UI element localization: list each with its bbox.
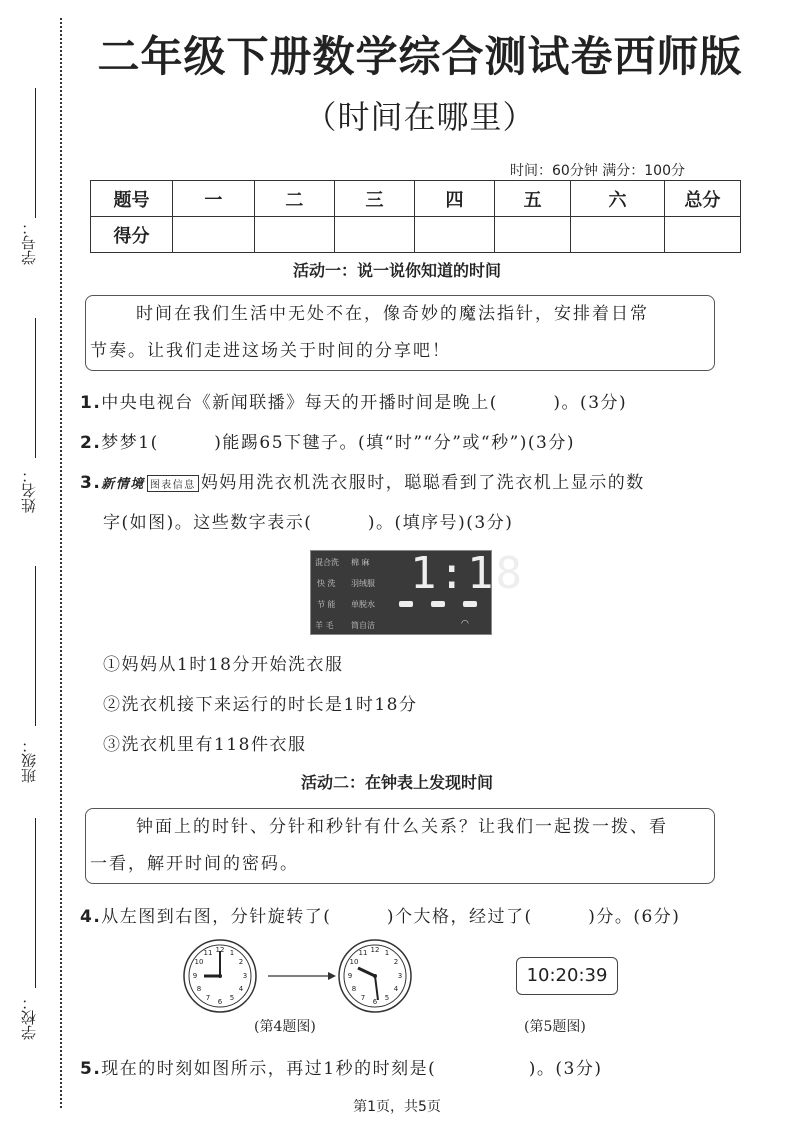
question-number: 5. <box>80 1059 102 1079</box>
score-input-cell[interactable] <box>254 217 334 253</box>
activity1-intro-box <box>85 295 715 371</box>
svg-text:5: 5 <box>229 994 235 1002</box>
score-table-score-row <box>91 217 741 253</box>
binding-dotted-line <box>60 18 62 1108</box>
page-footer: 第1页，共5页 <box>353 1099 441 1115</box>
new-context-tag: 新情境 <box>101 477 145 492</box>
question-text: 梦梦1( )能踢65下毽子。(填“时”“分”或“秒”)(3分) <box>101 433 575 453</box>
svg-text:10: 10 <box>349 958 359 966</box>
question-text: 从左图到右图，分针旋转了( )个大格，经过了( )分。(6分) <box>101 907 681 927</box>
svg-text:3: 3 <box>397 972 403 980</box>
score-input-cell[interactable] <box>334 217 414 253</box>
score-input-cell[interactable] <box>664 217 740 253</box>
q5-digital-time: 10:20:39 <box>516 957 618 995</box>
svg-text:7: 7 <box>205 994 211 1002</box>
school-label: 学校： <box>20 995 38 1040</box>
intro-line: 节奏。让我们走进这场关于时间的分享吧！ <box>90 341 451 361</box>
option-1: ①妈妈从1时18分开始洗衣服 <box>103 655 344 675</box>
class-label: 班级： <box>20 738 38 783</box>
arrow-icon <box>268 972 336 980</box>
svg-text:8: 8 <box>351 985 357 993</box>
name-label: 姓名： <box>20 468 38 513</box>
question-3 <box>80 468 645 493</box>
table-cell: 六 <box>571 181 664 217</box>
display-label: 羽绒服 <box>351 579 375 588</box>
left-clock-icon <box>184 940 256 1012</box>
activity2-intro-box <box>85 808 715 884</box>
score-table <box>90 180 741 253</box>
question-number: 1. <box>80 393 102 413</box>
page-subtitle: （时间在哪里） <box>304 98 536 136</box>
class-rule <box>35 566 36 726</box>
display-label: 快 洗 <box>317 579 336 588</box>
question-5 <box>80 1054 602 1079</box>
question-number: 4. <box>80 907 102 927</box>
display-label: 单脱水 <box>351 600 375 609</box>
activity2-heading: 活动二：在钟表上发现时间 <box>300 773 493 792</box>
washer-digits: 1:18 <box>410 548 524 599</box>
question-2 <box>80 428 575 453</box>
page-title: 二年级下册数学综合测试卷西师版 <box>97 32 743 81</box>
svg-text:2: 2 <box>393 958 399 966</box>
display-label: 混合洗 <box>315 558 339 567</box>
question-text: 妈妈用洗衣机洗衣服时，聪聪看到了洗衣机上显示的数 <box>200 473 645 493</box>
table-cell: 三 <box>334 181 414 217</box>
table-cell: 四 <box>415 181 495 217</box>
score-input-cell[interactable] <box>172 217 254 253</box>
svg-text:3: 3 <box>242 972 248 980</box>
svg-text:12: 12 <box>215 946 225 954</box>
table-cell: 总分 <box>664 181 740 217</box>
score-table-header-row <box>91 181 741 217</box>
chart-info-tag: 图表信息 <box>147 475 199 492</box>
svg-text:6: 6 <box>372 998 378 1006</box>
intro-line: 一看，解开时间的密码。 <box>90 854 299 874</box>
display-label: 棉 麻 <box>351 558 370 567</box>
svg-text:9: 9 <box>192 972 198 980</box>
time-info: 时间：60分钟 满分：100分 <box>510 163 685 179</box>
indicator-icon <box>399 601 413 607</box>
q5-caption: (第5题图) <box>524 1019 586 1035</box>
display-label: 筒自洁 <box>351 621 375 630</box>
table-cell: 二 <box>254 181 334 217</box>
svg-text:10: 10 <box>194 958 204 966</box>
school-rule <box>35 818 36 988</box>
q4-clocks-figure <box>180 938 420 1018</box>
display-label: 羊 毛 <box>315 621 334 630</box>
question-4 <box>80 902 680 927</box>
svg-text:4: 4 <box>238 985 244 993</box>
table-cell: 题号 <box>91 181 173 217</box>
svg-text:6: 6 <box>217 998 223 1006</box>
option-3: ③洗衣机里有118件衣服 <box>103 735 307 755</box>
question-text: 中央电视台《新闻联播》每天的开播时间是晚上( )。(3分) <box>101 393 628 413</box>
intro-line: 钟面上的时针、分针和秒针有什么关系？让我们一起拨一拨、看 <box>136 817 668 837</box>
svg-text:2: 2 <box>238 958 244 966</box>
svg-text:4: 4 <box>393 985 399 993</box>
svg-text:9: 9 <box>347 972 353 980</box>
question-3-line2: 字(如图)。这些数字表示( )。(填序号)(3分) <box>103 513 514 533</box>
indicator-icon <box>463 601 477 607</box>
wifi-icon: ◠ <box>461 619 469 629</box>
indicator-icon <box>431 601 445 607</box>
svg-text:8: 8 <box>196 985 202 993</box>
activity1-heading: 活动一：说一说你知道的时间 <box>292 261 501 280</box>
svg-text:5: 5 <box>384 994 390 1002</box>
name-rule <box>35 318 36 458</box>
svg-text:1: 1 <box>229 949 235 957</box>
q4-caption: (第4题图) <box>254 1019 316 1035</box>
score-input-cell[interactable] <box>415 217 495 253</box>
score-input-cell[interactable] <box>495 217 571 253</box>
svg-text:11: 11 <box>203 949 213 957</box>
question-number: 3. <box>80 473 102 493</box>
score-input-cell[interactable] <box>571 217 664 253</box>
svg-text:12: 12 <box>370 946 380 954</box>
question-1 <box>80 388 627 413</box>
svg-text:7: 7 <box>360 994 366 1002</box>
right-clock-icon <box>339 940 411 1012</box>
table-cell: 五 <box>495 181 571 217</box>
question-number: 2. <box>80 433 102 453</box>
display-label: 节 能 <box>317 600 336 609</box>
table-cell: 得分 <box>91 217 173 253</box>
svg-text:1: 1 <box>384 949 390 957</box>
table-cell: 一 <box>172 181 254 217</box>
intro-line: 时间在我们生活中无处不在，像奇妙的魔法指针，安排着日常 <box>136 304 649 324</box>
option-2: ②洗衣机接下来运行的时长是1时18分 <box>103 695 418 715</box>
svg-text:11: 11 <box>358 949 368 957</box>
student-id-label: 学号： <box>20 220 38 265</box>
question-text: 现在的时刻如图所示，再过1秒的时刻是( )。(3分) <box>101 1059 603 1079</box>
